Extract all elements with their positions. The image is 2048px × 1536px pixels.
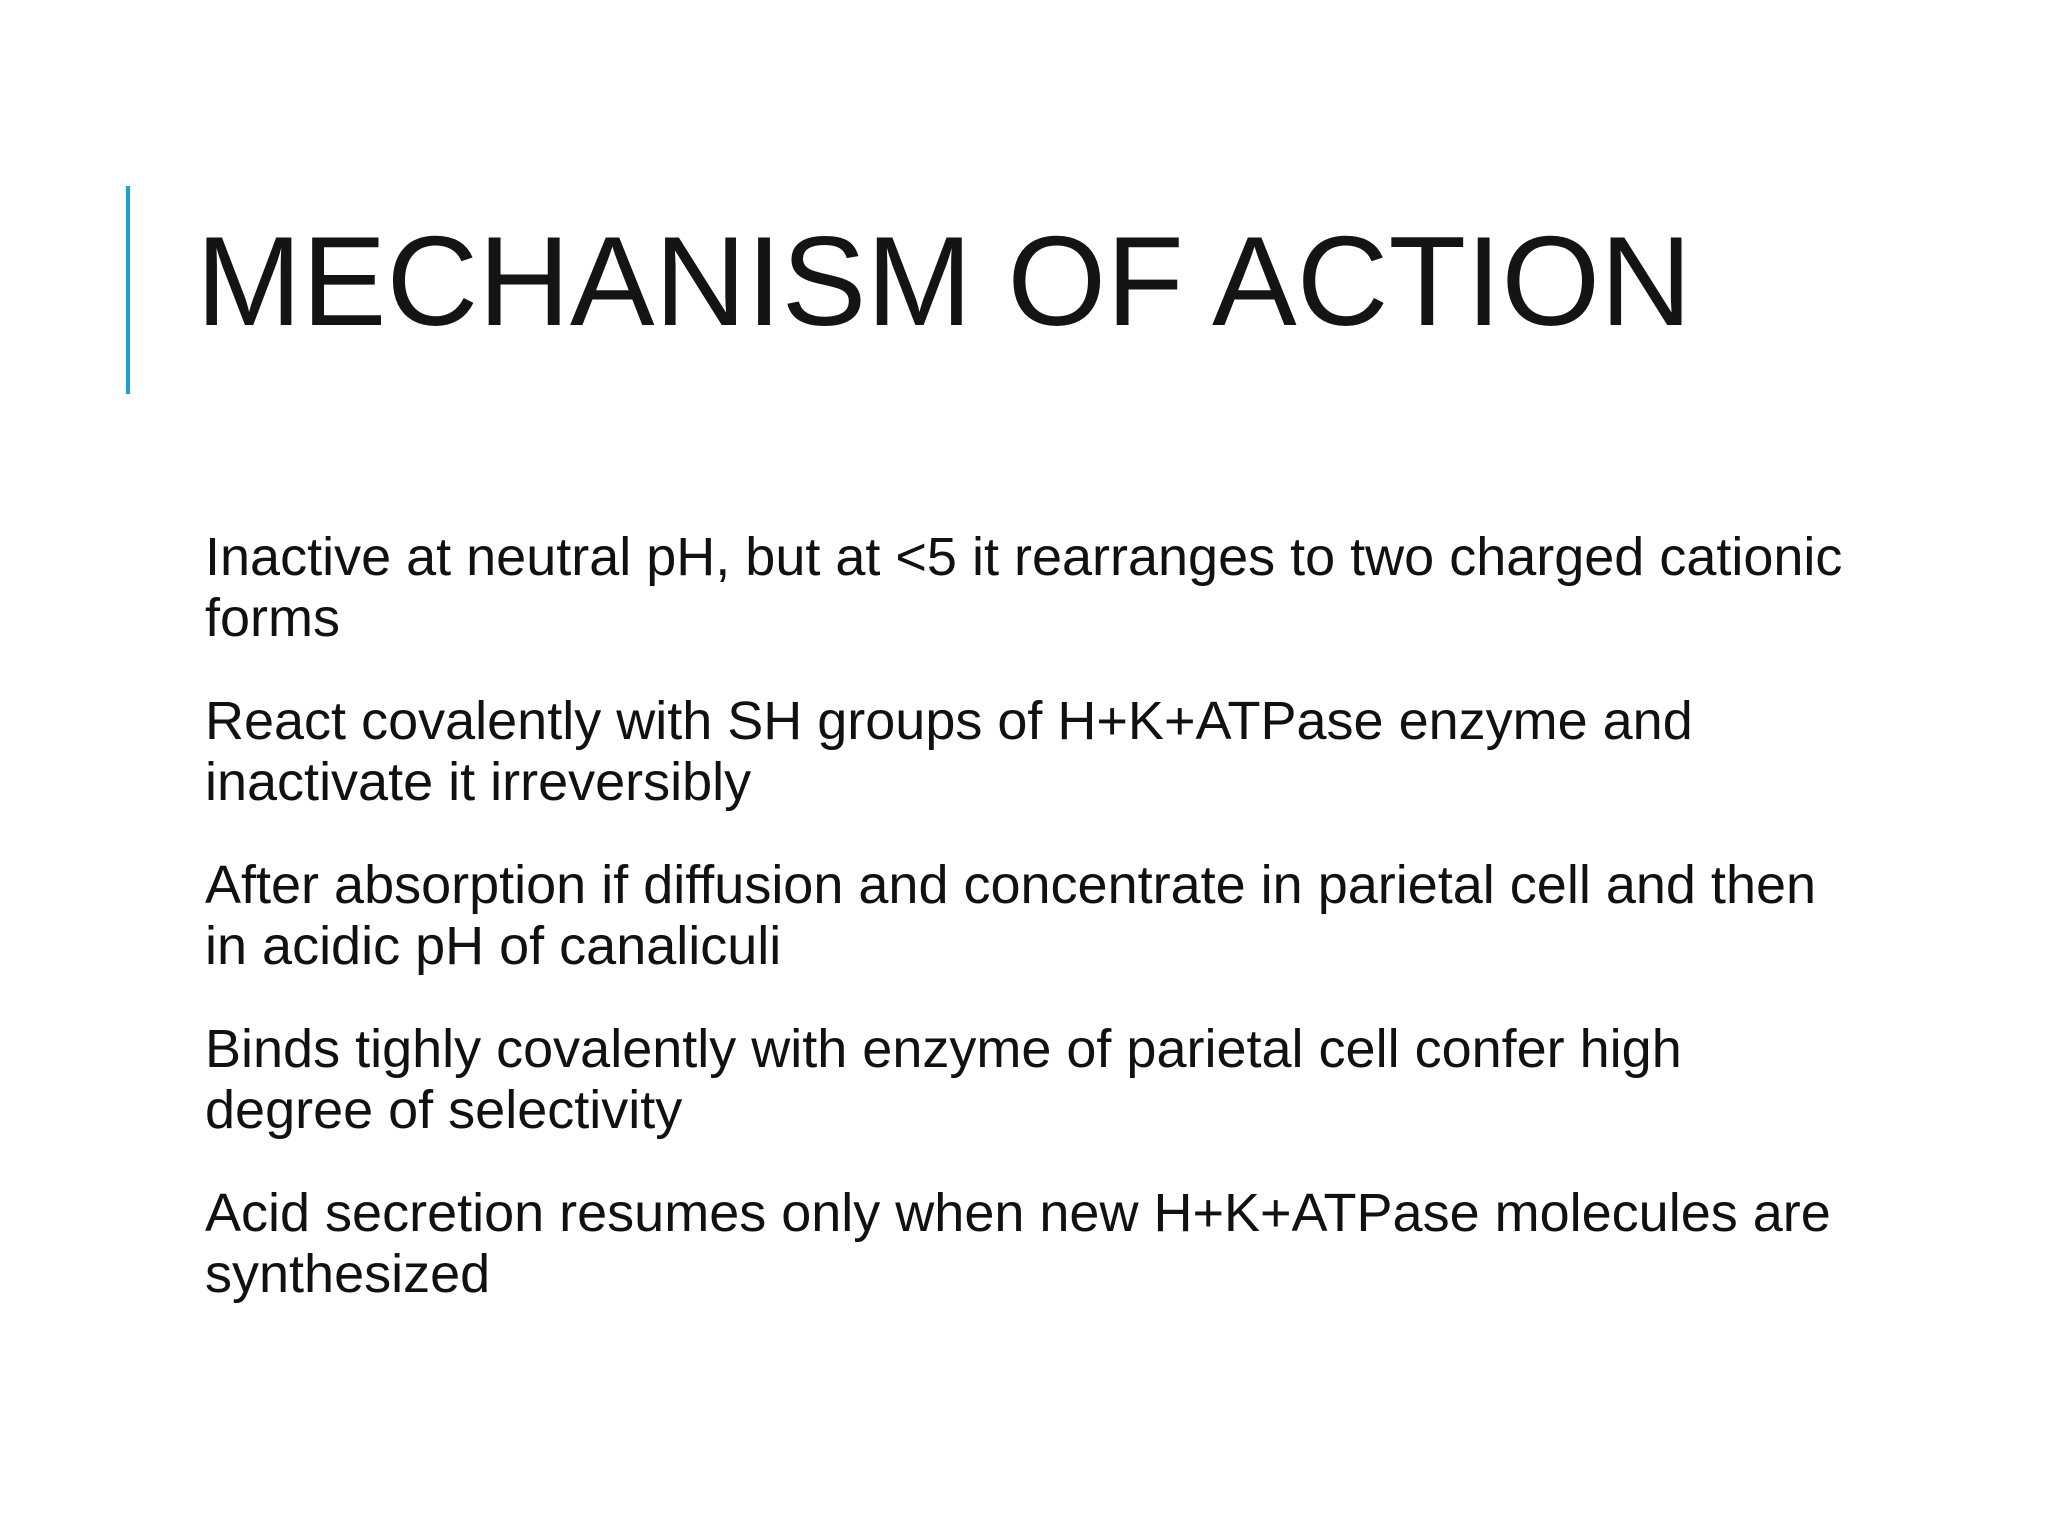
- title-accent-bar: [126, 186, 130, 394]
- bullet-item: After absorption if diffusion and concentrate in parietal cell and then in acidic pH of canaliculi: [205, 855, 1817, 976]
- bullet-item: Binds tighly covalently with enzyme of parietal cell confer high degree of selectivity: [205, 1019, 1682, 1140]
- bullet-item: Acid secretion resumes only when new H+K+ATPase molecules are synthesized: [205, 1183, 1831, 1304]
- bullet-item: React covalently with SH groups of H+K+ATPase enzyme and inactivate it irreversibly: [205, 691, 1693, 812]
- slide-title: MECHANISM OF ACTION: [196, 210, 1692, 352]
- bullet-list: [205, 527, 1845, 1347]
- bullet-item: Inactive at neutral pH, but at <5 it rearranges to two charged cationic forms: [205, 527, 1843, 648]
